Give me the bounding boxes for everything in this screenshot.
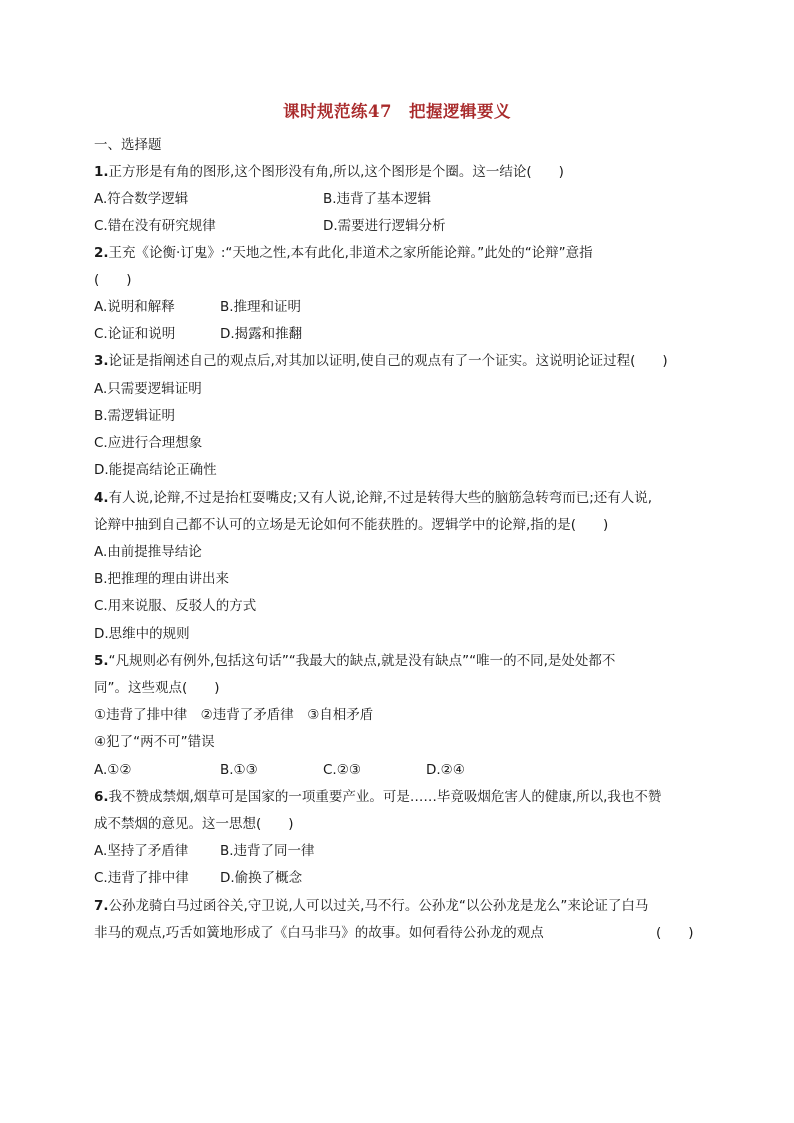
q1-option-c: C.错在没有研究规律 [94, 218, 216, 234]
q6-option-d: D.偷换了概念 [220, 870, 303, 886]
q5-option-a: A.①② [94, 762, 132, 778]
question-number: 4. [94, 490, 109, 506]
question-3 [94, 352, 668, 370]
question-7-line-2: 非马的观点,巧舌如簧地形成了《白马非马》的故事。如何看待公孙龙的观点 [94, 925, 544, 941]
q5-statements-1: ①违背了排中律 ②违背了矛盾律 ③自相矛盾 [94, 707, 374, 723]
question-number: 6. [94, 789, 109, 805]
question-text: “凡规则必有例外,包括这句话”“我最大的缺点,就是没有缺点”“唯一的不同,是处处都不 [108, 653, 616, 669]
section-heading: 一、选择题 [94, 137, 162, 153]
q2-option-d: D.揭露和推翻 [220, 326, 303, 342]
question-7 [94, 897, 648, 915]
question-6 [94, 788, 661, 806]
q4-option-a: A.由前提推导结论 [94, 544, 202, 560]
question-number: 1. [94, 164, 109, 180]
question-1 [94, 163, 564, 181]
q6-option-c: C.违背了排中律 [94, 870, 189, 886]
question-text: 王充《论衡·订鬼》:“天地之性,本有此化,非道术之家所能论辩。”此处的“论辩”意指 [108, 245, 593, 261]
q3-option-d: D.能提高结论正确性 [94, 462, 217, 478]
q1-option-a: A.符合数学逻辑 [94, 191, 189, 207]
question-number: 2. [94, 245, 109, 261]
question-6-line-2: 成不禁烟的意见。这一思想( ) [94, 816, 294, 832]
question-text: 公孙龙骑白马过函谷关,守卫说,人可以过关,马不行。公孙龙“以公孙龙是龙么”来论证了白马 [108, 898, 649, 914]
q2-option-b: B.推理和证明 [220, 299, 302, 315]
question-number: 3. [94, 353, 109, 369]
q2-option-a: A.说明和解释 [94, 299, 175, 315]
q5-option-d: D.②④ [426, 762, 465, 778]
question-7-bracket: ( ) [656, 925, 694, 941]
question-2-bracket: ( ) [94, 272, 132, 288]
question-number: 5. [94, 653, 109, 669]
q2-option-c: C.论证和说明 [94, 326, 176, 342]
question-number: 7. [94, 898, 109, 914]
q6-option-b: B.违背了同一律 [220, 843, 315, 859]
q5-option-b: B.①③ [220, 762, 258, 778]
q1-option-d: D.需要进行逻辑分析 [323, 218, 446, 234]
question-text: 正方形是有角的图形,这个图形没有角,所以,这个图形是个圈。这一结论( ) [108, 164, 564, 180]
q3-option-c: C.应进行合理想象 [94, 435, 203, 451]
page-title: 课时规范练47 把握逻辑要义 [283, 102, 511, 121]
q4-option-b: B.把推理的理由讲出来 [94, 571, 230, 587]
question-5 [94, 652, 615, 670]
question-5-line-2: 同”。这些观点( ) [94, 680, 220, 696]
question-text: 论证是指阐述自己的观点后,对其加以证明,使自己的观点有了一个证实。这说明论证过程( ) [108, 353, 668, 369]
q1-option-b: B.违背了基本逻辑 [323, 191, 432, 207]
question-4 [94, 489, 652, 507]
question-2 [94, 244, 593, 262]
question-4-line-2: 论辩中抽到自己都不认可的立场是无论如何不能获胜的。逻辑学中的论辩,指的是( ) [94, 517, 609, 533]
q5-option-c: C.②③ [323, 762, 361, 778]
question-text: 我不赞成禁烟,烟草可是国家的一项重要产业。可是……毕竟吸烟危害人的健康,所以,我也不赞 [108, 789, 662, 805]
q6-option-a: A.坚持了矛盾律 [94, 843, 189, 859]
q3-option-a: A.只需要逻辑证明 [94, 381, 202, 397]
q5-statements-2: ④犯了“两不可”错误 [94, 734, 215, 750]
question-text: 有人说,论辩,不过是抬杠耍嘴皮;又有人说,论辩,不过是转得大些的脑筋急转弯而已;还有人说, [108, 490, 653, 506]
q4-option-c: C.用来说服、反驳人的方式 [94, 598, 257, 614]
q3-option-b: B.需逻辑证明 [94, 408, 176, 424]
q4-option-d: D.思维中的规则 [94, 626, 190, 642]
